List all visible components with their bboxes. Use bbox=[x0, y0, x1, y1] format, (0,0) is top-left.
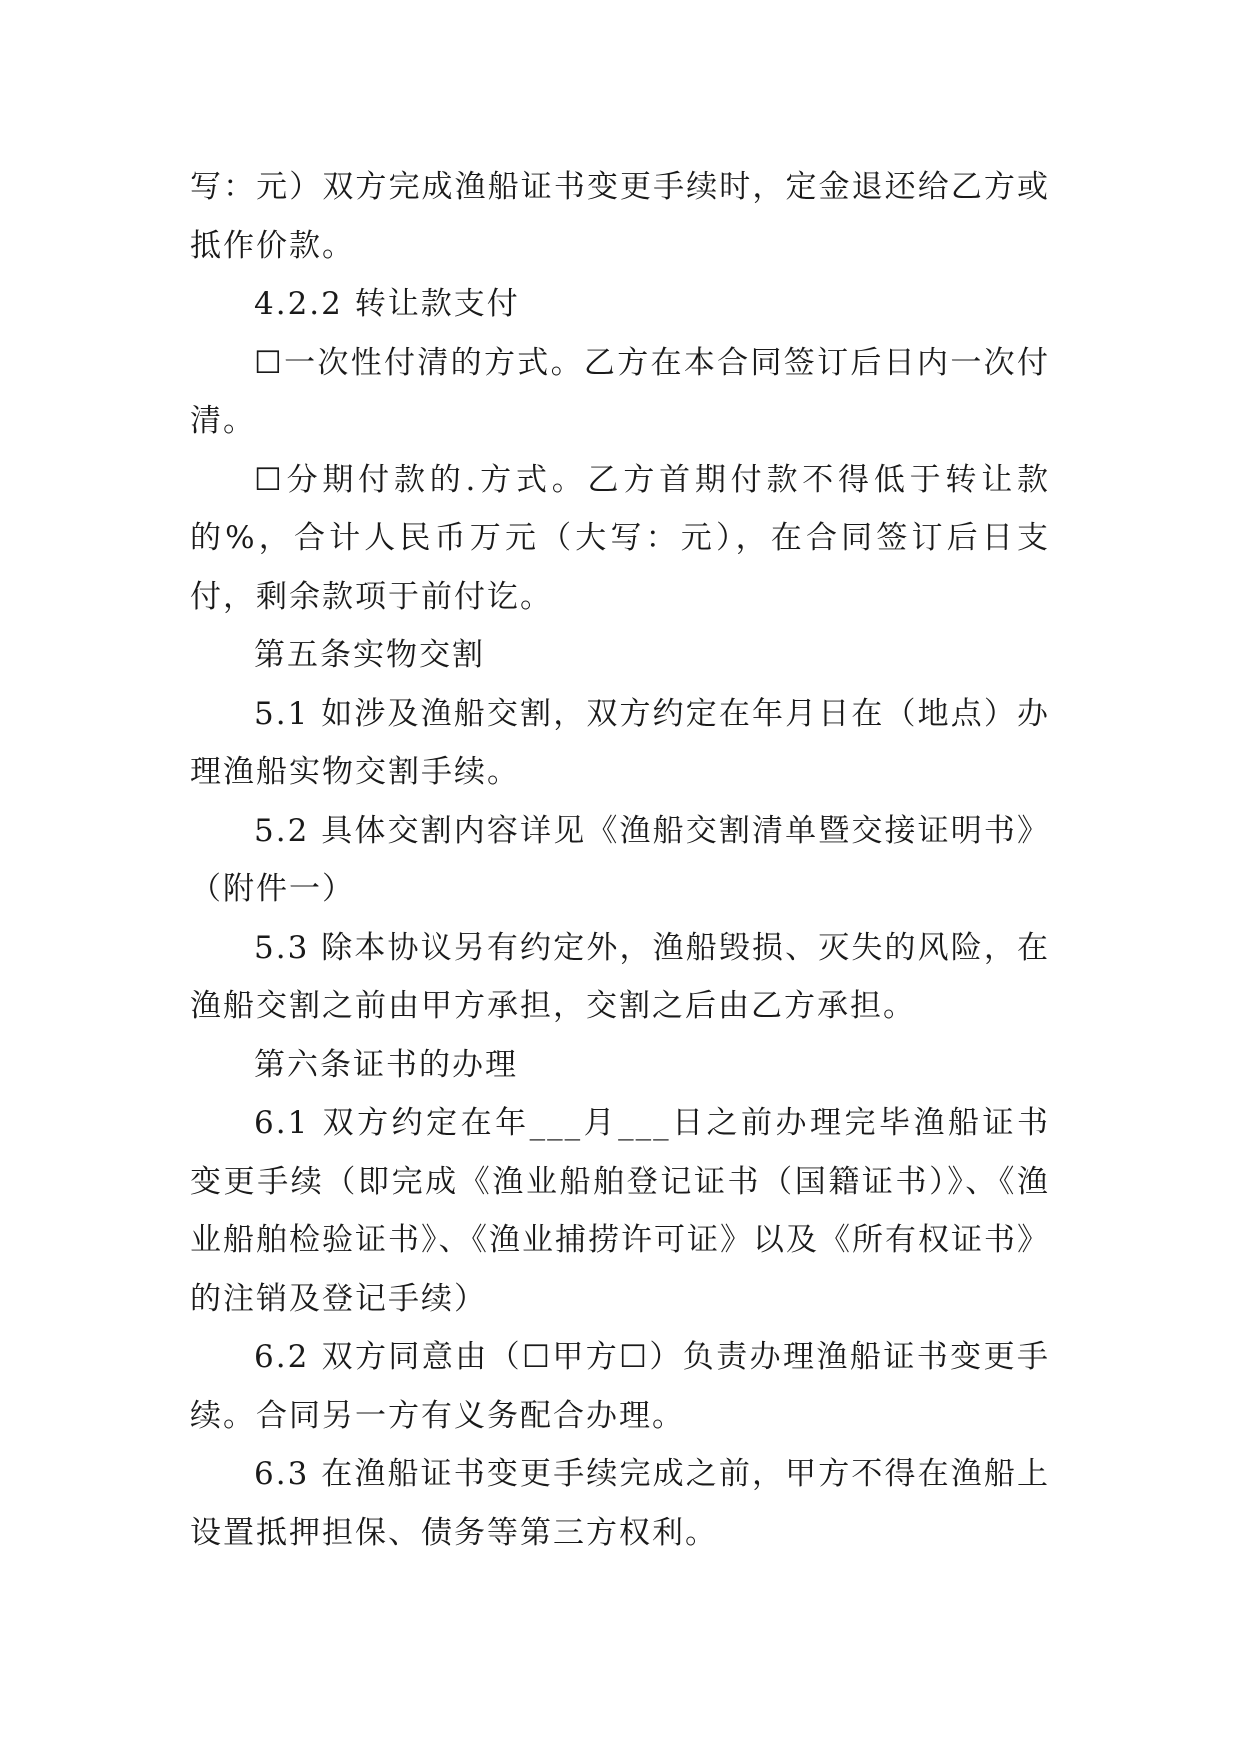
clause-6-2: 6.2 双方同意由（☐甲方☐）负责办理渔船证书变更手续。合同另一方有义务配合办理。 bbox=[190, 1339, 1050, 1434]
clause-6-3: 6.3 在渔船证书变更手续完成之前，甲方不得在渔船上设置抵押担保、债务等第三方权利。 bbox=[190, 1456, 1050, 1551]
document-body bbox=[190, 158, 1050, 1562]
clause-6-1: 6.1 双方约定在年___月___日之前办理完毕渔船证书变更手续（即完成《渔业船舶登记证书（国籍证书）》、《渔业船舶检验证书》、《渔业捕捞许可证》以及《所有权证书》的注销及登记手续） bbox=[190, 1105, 1050, 1317]
option-installment-payment: ☐分期付款的.方式。乙方首期付款不得低于转让款的%，合计人民币万元（大写：元），在合同签订后日支付，剩余款项于前付讫。 bbox=[190, 461, 1050, 615]
clause-4-2-2-heading: 4.2.2 转让款支付 bbox=[254, 286, 520, 322]
clause-5-1: 5.1 如涉及渔船交割，双方约定在年月日在（地点）办理渔船实物交割手续。 bbox=[190, 695, 1050, 790]
paragraph-deposit-refund: 写：元）双方完成渔船证书变更手续时，定金退还给乙方或抵作价款。 bbox=[190, 169, 1050, 264]
clause-5-3: 5.3 除本协议另有约定外，渔船毁损、灭失的风险，在渔船交割之前由甲方承担，交割之后由乙方承担。 bbox=[190, 929, 1050, 1024]
clause-5-2: 5.2 具体交割内容详见《渔船交割清单暨交接证明书》（附件一） bbox=[190, 812, 1050, 907]
option-lump-sum-payment: ☐一次性付清的方式。乙方在本合同签订后日内一次付清。 bbox=[190, 344, 1050, 439]
article-6-heading: 第六条证书的办理 bbox=[254, 1046, 518, 1083]
article-5-heading: 第五条实物交割 bbox=[254, 637, 485, 673]
